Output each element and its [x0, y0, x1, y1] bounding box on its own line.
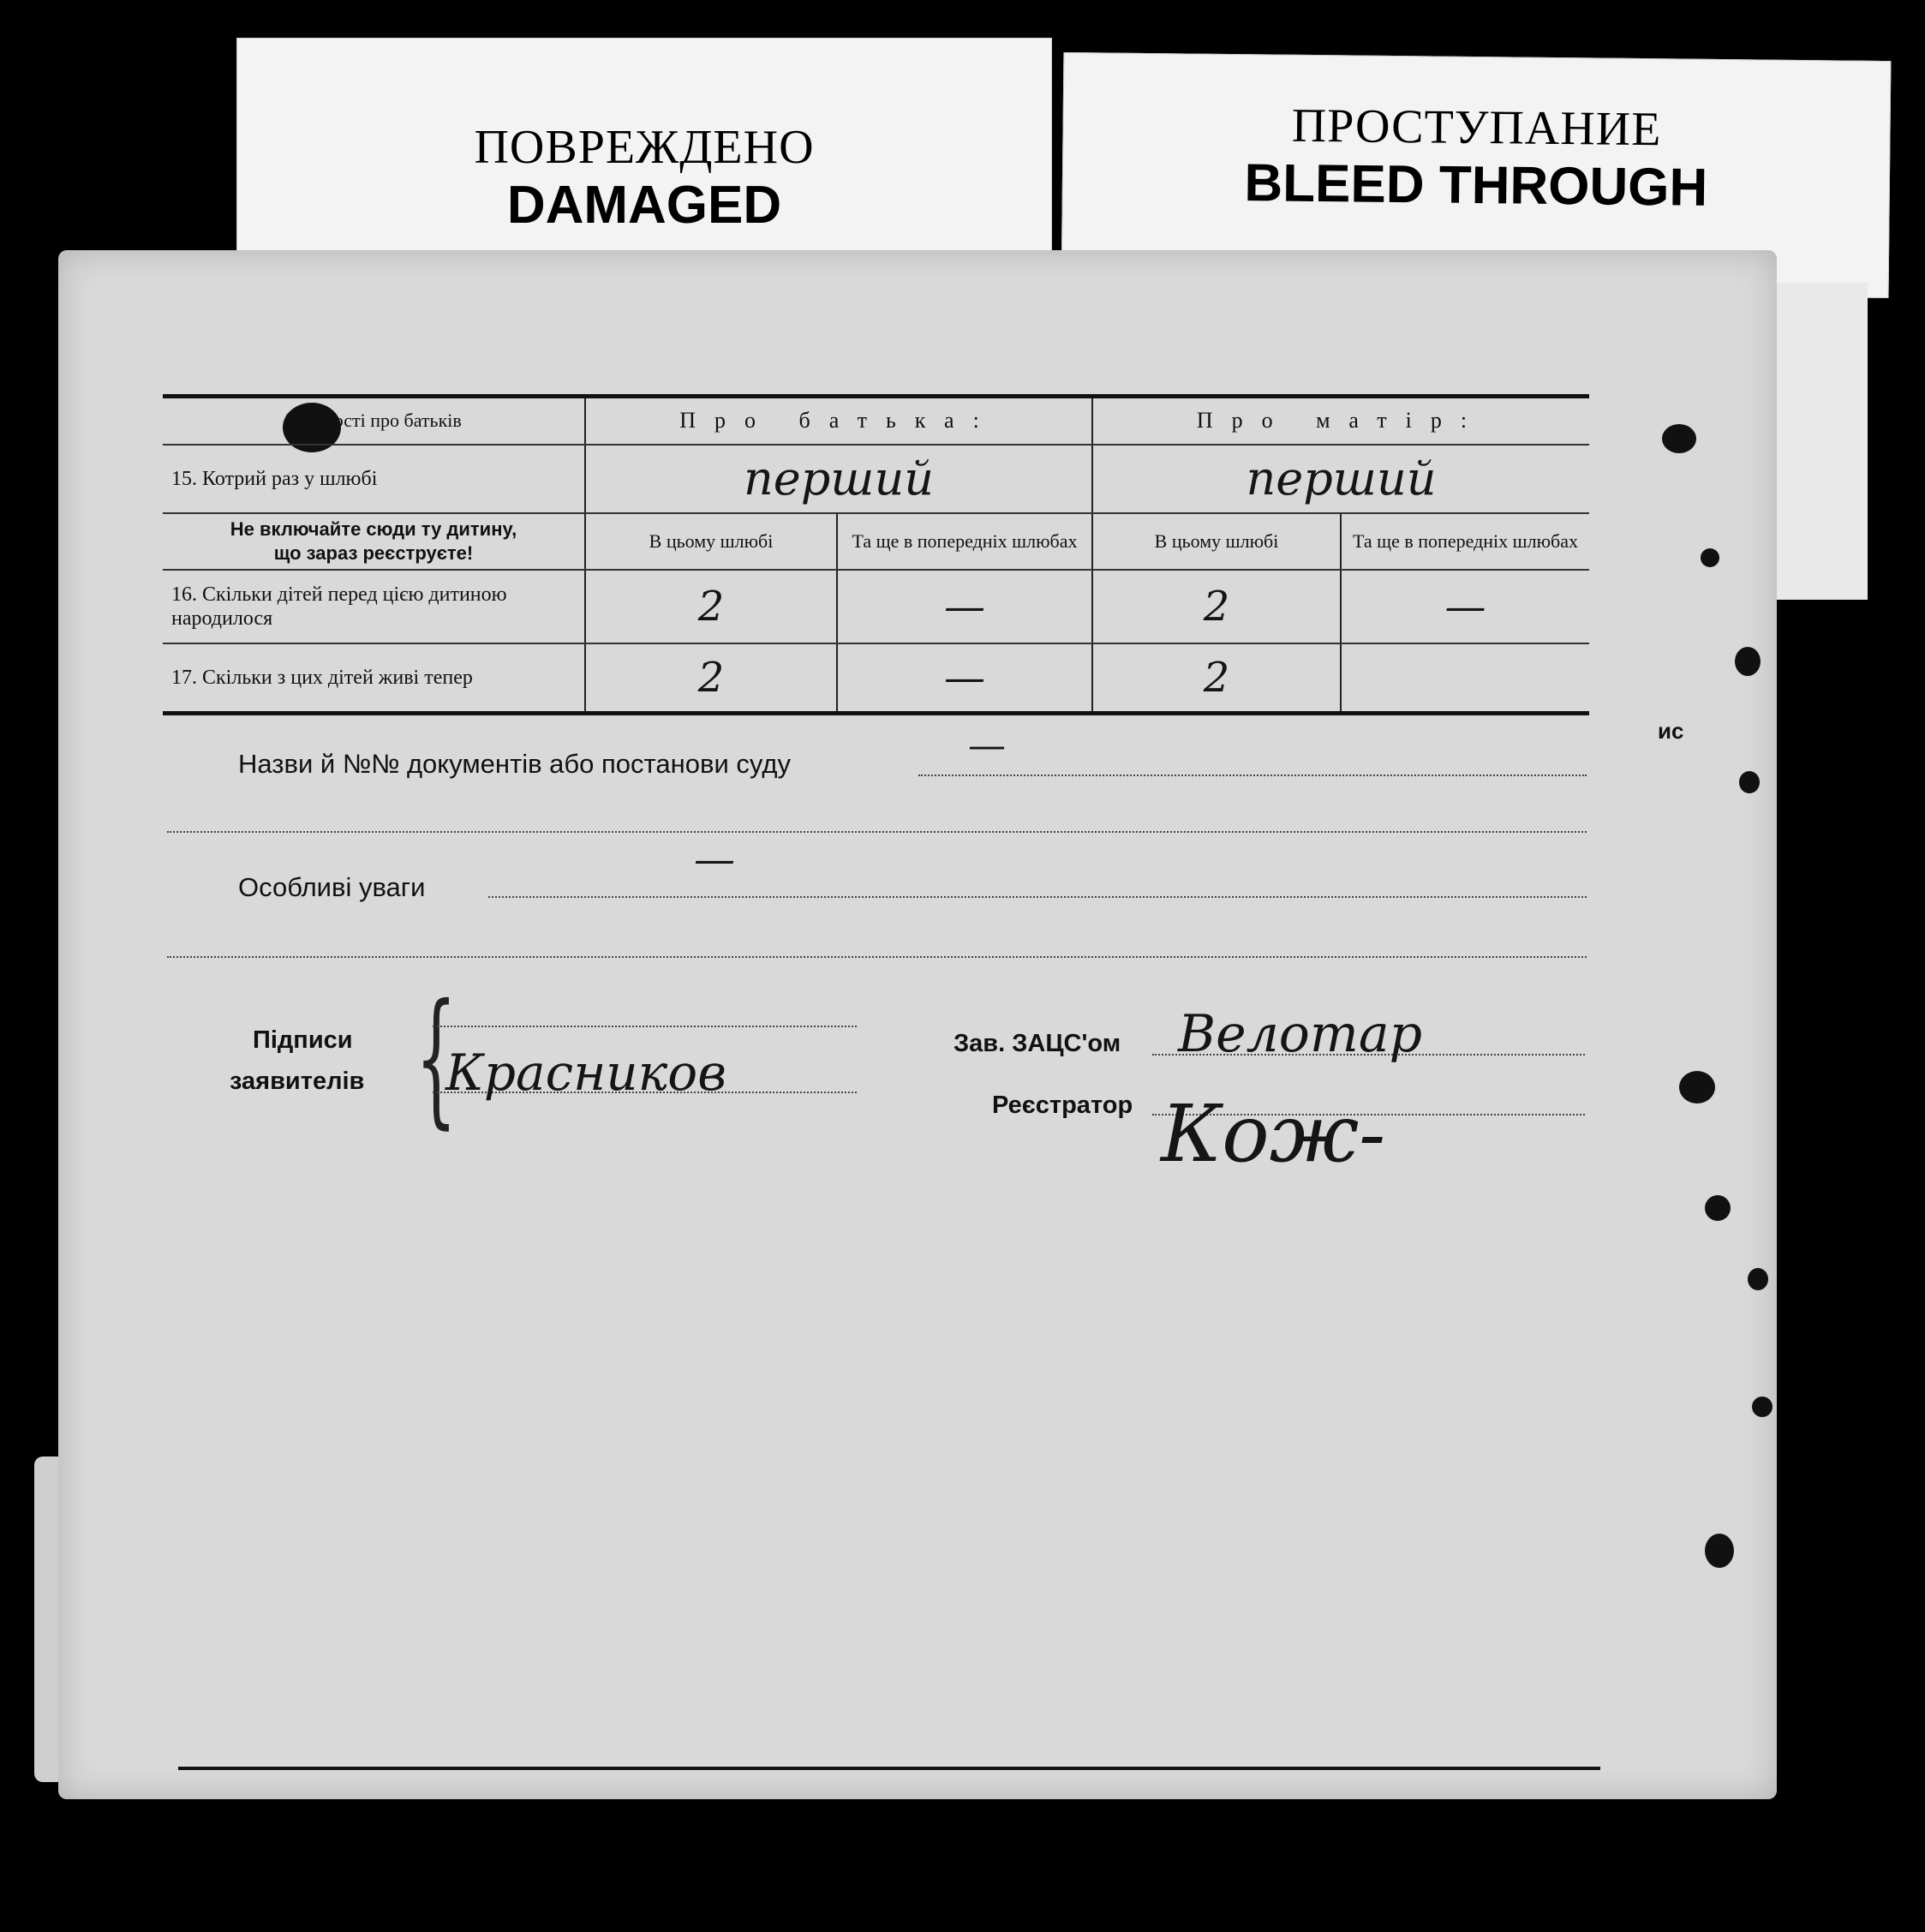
edge-text-fragment: ис: [1658, 718, 1684, 744]
applicants-label-2: заявителів: [230, 1068, 365, 1095]
remarks-label: Особливі уваги: [238, 872, 426, 902]
row16-mother-prev: —: [1341, 570, 1589, 643]
remarks-line: [488, 896, 1587, 898]
father-this-marriage-head: В цьому шлюбі: [585, 513, 837, 570]
binding-hole: [1735, 647, 1761, 676]
binding-hole: [1752, 1397, 1773, 1417]
binding-hole: [1679, 1071, 1715, 1104]
registrar-signature: Кож-: [1161, 1088, 1386, 1180]
damaged-target-card: [236, 38, 1052, 271]
binding-hole: [1662, 424, 1696, 453]
table-row-17: [163, 643, 1589, 714]
row15-mother-value: перший: [1092, 445, 1589, 513]
mother-header: Про матір:: [1092, 397, 1589, 445]
table-row-15: [163, 445, 1589, 513]
applicants-brace: {: [415, 973, 457, 1143]
exclude-child-note: [163, 513, 585, 570]
documents-line-2: [167, 831, 1587, 833]
exclude-note-line-1: Не включайте сюди ту дитину,: [230, 517, 517, 540]
bleed-label-en: BLEED THROUGH: [1244, 153, 1708, 218]
remarks-line-2: [167, 956, 1587, 958]
table-header-row: [163, 397, 1589, 445]
binding-hole: [1705, 1195, 1731, 1221]
head-zags-label: Зав. ЗАЦС'ом: [954, 1030, 1121, 1057]
row17-mother-prev: [1341, 643, 1589, 714]
binding-hole: [1739, 771, 1760, 793]
registrar-label: Реєстратор: [992, 1092, 1133, 1119]
applicants-label-1: Підписи: [253, 1026, 353, 1054]
row16-mother-this: 2: [1092, 570, 1341, 643]
documents-value: —: [968, 724, 1006, 768]
binding-hole: [1701, 548, 1719, 567]
binding-hole: [1705, 1534, 1734, 1568]
row17-father-prev: —: [837, 643, 1092, 714]
remarks-value: —: [694, 835, 735, 883]
row16-label: 16. Скільки дітей перед цією дитиною народилося: [163, 570, 585, 643]
applicant-line-1: [433, 1026, 857, 1027]
row17-mother-this: 2: [1092, 643, 1341, 714]
damaged-label-ru: ПОВРЕЖДЕНО: [474, 121, 815, 174]
parents-info-table: [163, 394, 1589, 715]
documents-label: Назви й №№ документів або постанови суду: [238, 749, 791, 779]
bleed-label-ru: ПРОСТУПАНИЕ: [1291, 99, 1662, 157]
applicant-signature: Красников: [445, 1044, 726, 1102]
head-zags-signature: Велотар: [1178, 1004, 1422, 1064]
row16-father-prev: —: [837, 570, 1092, 643]
exclude-note-line-2: що зараз реєструєте!: [273, 541, 474, 564]
row17-label: 17. Скільки з цих дітей живі тепер: [163, 643, 585, 714]
table-row-16: [163, 570, 1589, 643]
table-subheader-row: [163, 513, 1589, 570]
binding-hole: [1748, 1268, 1768, 1290]
row17-father-this: 2: [585, 643, 837, 714]
father-prev-marriages-head: Та ще в попередніх шлюбах: [837, 513, 1092, 570]
mother-prev-marriages-head: Та ще в попередніх шлюбах: [1341, 513, 1589, 570]
damaged-label-en: DAMAGED: [506, 176, 782, 235]
row16-father-this: 2: [585, 570, 837, 643]
row15-label: 15. Котрий раз у шлюбі: [163, 445, 585, 513]
documents-line: [918, 775, 1587, 776]
row15-father-value: перший: [585, 445, 1092, 513]
section-header: Відомості про батьків: [163, 397, 585, 445]
father-header: Про батька:: [585, 397, 1092, 445]
bottom-rule: [178, 1767, 1600, 1770]
mother-this-marriage-head: В цьому шлюбі: [1092, 513, 1341, 570]
